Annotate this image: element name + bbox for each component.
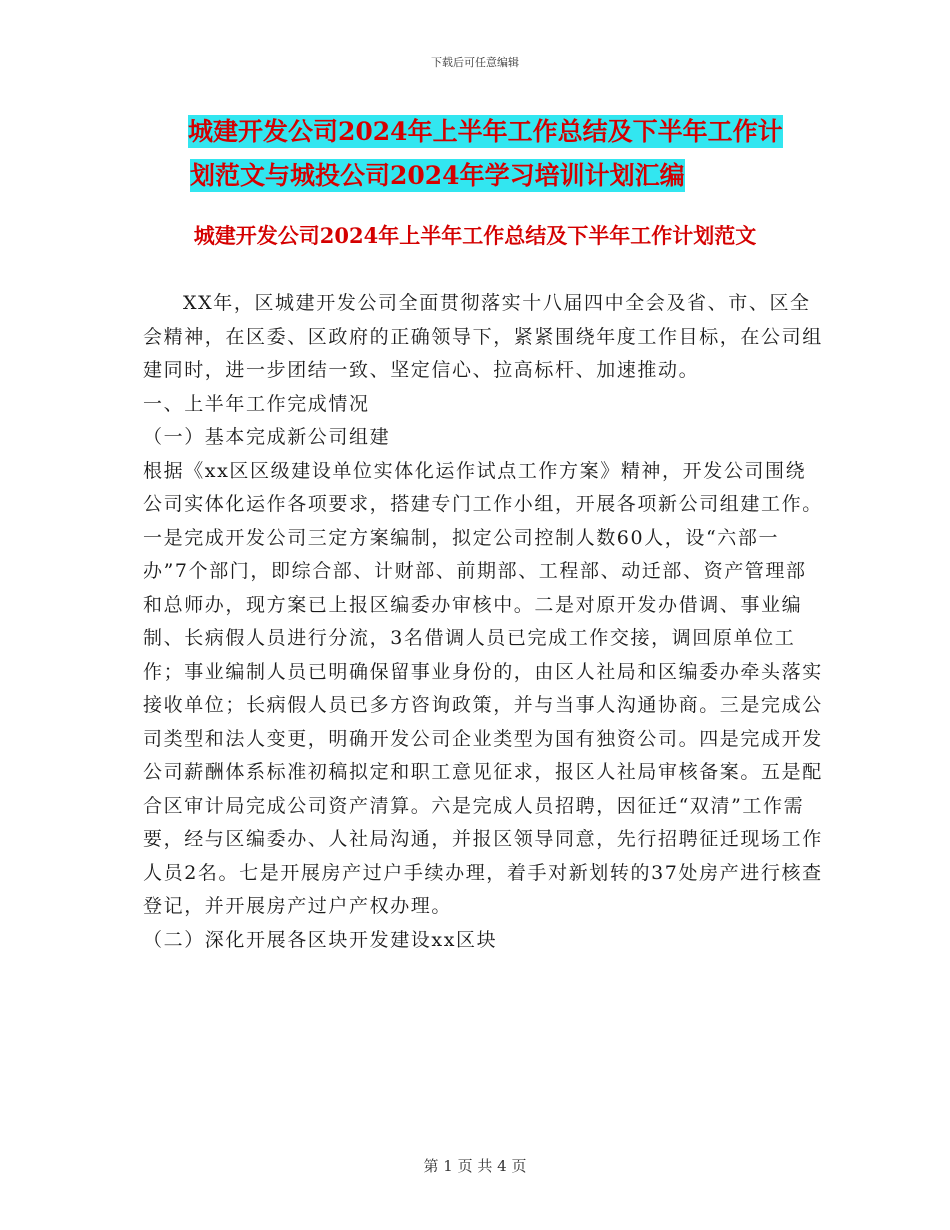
document-title-line-1 [140, 110, 830, 154]
paragraph-formation-basis: 根据《xx区区级建设单位实体化运作试点工作方案》精神，开发公司围绕公司实体化运作各项要求，搭建专门工作小组，开展各项新公司组建工作。 [143, 459, 823, 515]
document-title [140, 110, 830, 198]
section-title: 城建开发公司2024年上半年工作总结及下半年工作计划范文 [193, 223, 757, 248]
document-title-line-2 [140, 154, 830, 198]
paragraph-formation-details: 一是完成开发公司三定方案编制，拟定公司控制人数60人，设“六部一办”7个部门，即综合部、计财部、前期部、工程部、动迁部、资产管理部和总师办，现方案已上报区编委办审核中。二是对原开发办借调、事业编制、长病假人员进行分流，3名借调人员已完成工作交接，调回原单位工作；事业编制人员已明确保留事业身份的，由区人社局和区编委办牵头落实接收单位；长病假人员已多方咨询政策，并与当事人沟通协商。三是完成公司类型和法人变更，明确开发公司企业类型为国有独资公司。四是完成开发公司薪酬体系标准初稿拟定和职工意见征求，报区人社局审核备案。五是配合区审计局完成公司资产清算。六是完成人员招聘，因征迁“双清”工作需要，经与区编委办、人社局沟通，并报区领导同意，先行招聘征迁现场工作人员2名。七是开展房产过户手续办理，着手对新划转的37处房产进行核查登记，并开展房产过户产权办理。 [143, 526, 823, 917]
heading-first-half-status: 一、上半年工作完成情况 [143, 392, 370, 415]
page-number: 第 1 页 共 4 页 [423, 1157, 527, 1175]
subheading-block-development: （二）深化开展各区块开发建设xx区块 [143, 928, 498, 951]
body-content [143, 287, 823, 957]
title-highlight-1: 城建开发公司2024年上半年工作总结及下半年工作计 [188, 117, 783, 146]
title-highlight-2: 划范文与城投公司2024年学习培训计划汇编 [190, 161, 685, 190]
paragraph-intro: XX年，区城建开发公司全面贯彻落实十八届四中全会及省、市、区全会精神，在区委、区政府的正确领导下，紧紧围绕年度工作目标，在公司组建同时，进一步团结一致、坚定信心、拉高标杆、加速推动。 [143, 292, 823, 381]
subheading-company-formation: （一）基本完成新公司组建 [143, 426, 391, 448]
header-note: 下载后可任意编辑 [431, 56, 519, 69]
